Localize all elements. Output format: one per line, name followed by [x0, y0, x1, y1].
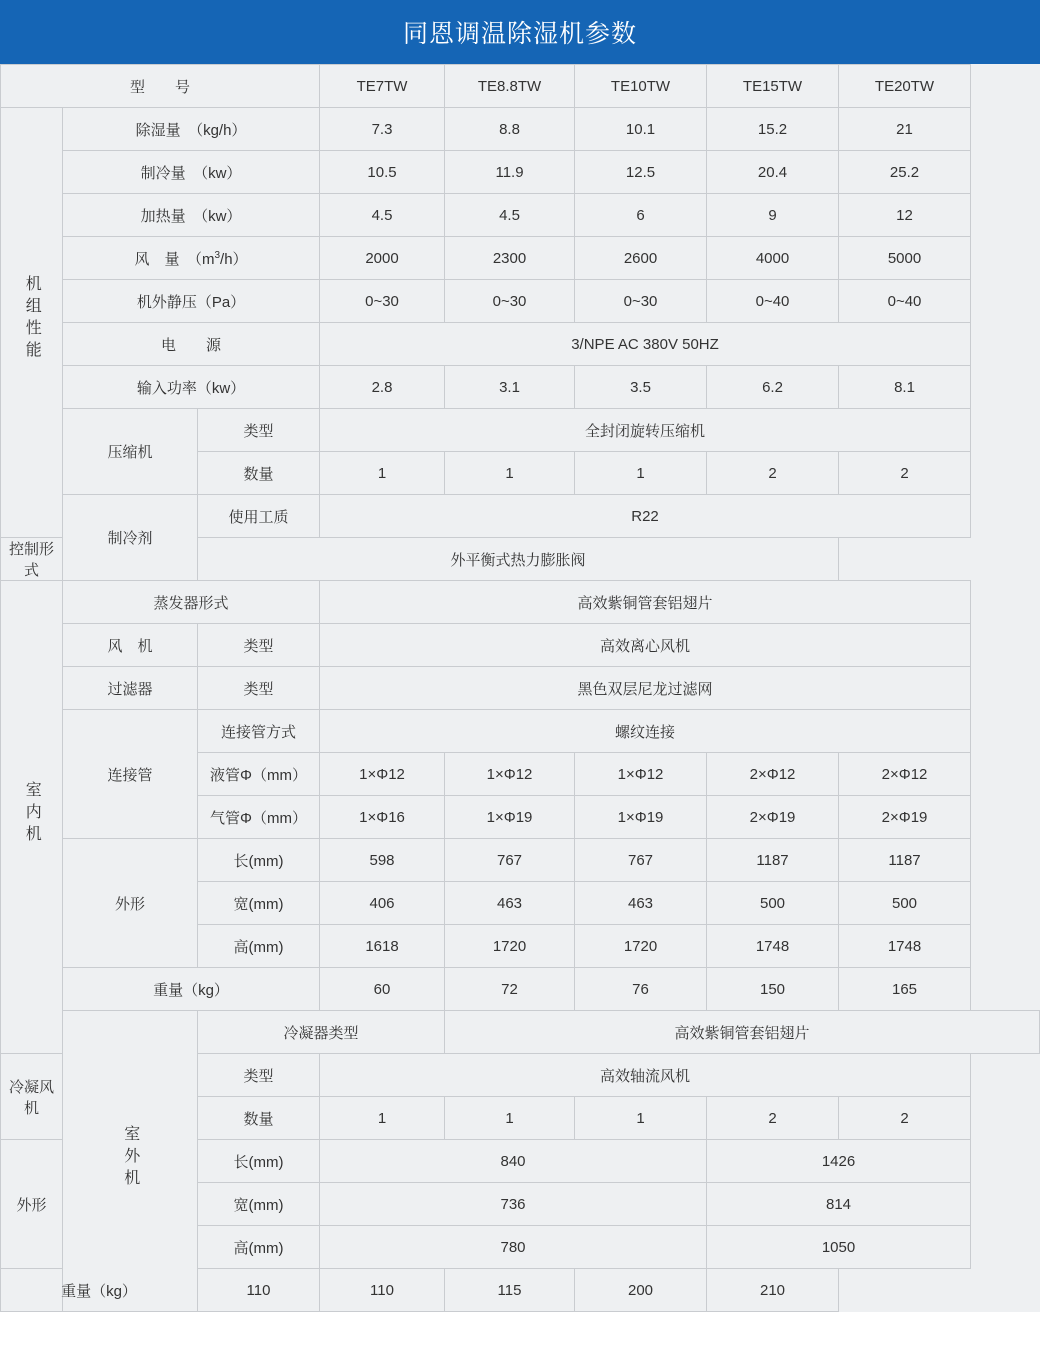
group-indoor: [1, 581, 63, 1054]
cell-airflow-4: 4000: [707, 237, 839, 280]
group-performance: [1, 108, 63, 538]
row-label-heating: 加热量 （kw）: [63, 194, 320, 237]
cell-indoor-length-3: 767: [575, 839, 707, 882]
cell-pipe-gas-3: 1×Φ19: [575, 796, 707, 839]
row-label-indoor-length: 长(mm): [198, 839, 320, 882]
cell-airflow-5: 5000: [839, 237, 971, 280]
row-label-cooling: 制冷量 （kw）: [63, 151, 320, 194]
cell-filter-type: 黑色双层尼龙过滤网: [320, 667, 971, 710]
table-row-fan: [1, 624, 1040, 667]
cell-condenser: 高效紫铜管套铝翅片: [445, 1011, 1040, 1054]
cell-cooling-4: 20.4: [707, 151, 839, 194]
cell-heating-3: 6: [575, 194, 707, 237]
group-outdoor: [63, 1011, 198, 1312]
row-label-pipe-gas: 气管Φ（mm）: [198, 796, 320, 839]
model-col-3: TE10TW: [575, 65, 707, 108]
cell-compressor-qty-3: 1: [575, 452, 707, 495]
cell-input-power-2: 3.1: [445, 366, 575, 409]
cell-cond-fan-qty-3: 1: [575, 1097, 707, 1140]
cell-indoor-weight-4: 150: [707, 968, 839, 1011]
cell-power-source: 3/NPE AC 380V 50HZ: [320, 323, 971, 366]
cell-fan-type: 高效离心风机: [320, 624, 971, 667]
cell-indoor-height-5: 1748: [839, 925, 971, 968]
cell-cooling-3: 12.5: [575, 151, 707, 194]
row-label-indoor-dim: 外形: [63, 839, 198, 968]
row-label-fan-type: 类型: [198, 624, 320, 667]
row-label-indoor-height: 高(mm): [198, 925, 320, 968]
cell-static-pressure-5: 0~40: [839, 280, 971, 323]
cell-dehumid-5: 21: [839, 108, 971, 151]
cell-airflow-1: 2000: [320, 237, 445, 280]
row-label-pipe-method: 连接管方式: [198, 710, 320, 753]
cell-pipe-liquid-3: 1×Φ12: [575, 753, 707, 796]
row-label-outdoor-dim: 外形: [1, 1140, 63, 1269]
cell-outdoor-height-large: 1050: [707, 1226, 971, 1269]
cell-indoor-weight-3: 76: [575, 968, 707, 1011]
table-row-indoor-length: [1, 839, 1040, 882]
cell-static-pressure-3: 0~30: [575, 280, 707, 323]
row-label-airflow: [63, 237, 320, 280]
cell-outdoor-height-small: 780: [320, 1226, 707, 1269]
row-label-filter: 过滤器: [63, 667, 198, 710]
cell-outdoor-width-large: 814: [707, 1183, 971, 1226]
cell-indoor-height-4: 1748: [707, 925, 839, 968]
airflow-label-pre: 风 量 （: [134, 250, 202, 268]
airflow-label-post: /h）: [220, 250, 248, 268]
cell-outdoor-weight-1: 110: [198, 1269, 320, 1312]
cell-indoor-length-2: 767: [445, 839, 575, 882]
model-col-2: TE8.8TW: [445, 65, 575, 108]
cell-static-pressure-2: 0~30: [445, 280, 575, 323]
cell-cond-fan-qty-1: 1: [320, 1097, 445, 1140]
cell-cond-fan-qty-4: 2: [707, 1097, 839, 1140]
cell-heating-1: 4.5: [320, 194, 445, 237]
row-label-filter-type: 类型: [198, 667, 320, 710]
cell-input-power-3: 3.5: [575, 366, 707, 409]
cell-compressor-qty-5: 2: [839, 452, 971, 495]
table-row-evaporator: [1, 581, 1040, 624]
cell-indoor-height-3: 1720: [575, 925, 707, 968]
cell-compressor-qty-2: 1: [445, 452, 575, 495]
table-row-power-source: [1, 323, 1040, 366]
row-label-indoor-weight: 重量（kg）: [63, 968, 320, 1011]
cell-cooling-1: 10.5: [320, 151, 445, 194]
model-col-5: TE20TW: [839, 65, 971, 108]
cell-dehumid-1: 7.3: [320, 108, 445, 151]
cell-pipe-liquid-4: 2×Φ12: [707, 753, 839, 796]
cell-input-power-5: 8.1: [839, 366, 971, 409]
cell-indoor-height-1: 1618: [320, 925, 445, 968]
cell-dehumid-2: 8.8: [445, 108, 575, 151]
cell-cooling-2: 11.9: [445, 151, 575, 194]
table-row-static-pressure: [1, 280, 1040, 323]
cell-outdoor-weight-5: 210: [707, 1269, 839, 1312]
row-label-compressor: 压缩机: [63, 409, 198, 495]
cell-indoor-width-3: 463: [575, 882, 707, 925]
model-col-1: TE7TW: [320, 65, 445, 108]
row-label-fan: 风 机: [63, 624, 198, 667]
row-label-outdoor-length: 长(mm): [198, 1140, 320, 1183]
cell-outdoor-length-large: 1426: [707, 1140, 971, 1183]
cell-heating-4: 9: [707, 194, 839, 237]
cell-pipe-liquid-5: 2×Φ12: [839, 753, 971, 796]
group-indoor-label: 室内机: [23, 780, 41, 847]
row-label-outdoor-width: 宽(mm): [198, 1183, 320, 1226]
row-label-input-power: 输入功率（kw）: [63, 366, 320, 409]
cell-outdoor-weight-2: 110: [320, 1269, 445, 1312]
cell-indoor-width-1: 406: [320, 882, 445, 925]
table-row-airflow: [1, 237, 1040, 280]
cell-heating-5: 12: [839, 194, 971, 237]
row-label-cond-fan-type: 类型: [198, 1054, 320, 1097]
row-label-pipe: 连接管: [63, 710, 198, 839]
row-label-compressor-qty: 数量: [198, 452, 320, 495]
row-label-refrigerant-medium: 使用工质: [198, 495, 320, 538]
cell-pipe-gas-1: 1×Φ16: [320, 796, 445, 839]
row-label-indoor-width: 宽(mm): [198, 882, 320, 925]
airflow-label-sup: 3: [214, 249, 221, 261]
cell-pipe-gas-2: 1×Φ19: [445, 796, 575, 839]
table-row-dehumid: [1, 108, 1040, 151]
cell-indoor-height-2: 1720: [445, 925, 575, 968]
model-col-4: TE15TW: [707, 65, 839, 108]
cell-compressor-qty-1: 1: [320, 452, 445, 495]
row-label-static-pressure: 机外静压（Pa）: [63, 280, 320, 323]
row-label-dehumid: 除湿量 （kg/h）: [63, 108, 320, 151]
table-row-cooling: [1, 151, 1040, 194]
table-row-condenser: [1, 1011, 1040, 1054]
cell-dehumid-4: 15.2: [707, 108, 839, 151]
cell-airflow-2: 2300: [445, 237, 575, 280]
table-row-models: [1, 65, 1040, 108]
group-outdoor-label: 室外机: [121, 1124, 139, 1191]
cell-indoor-length-5: 1187: [839, 839, 971, 882]
cell-airflow-3: 2600: [575, 237, 707, 280]
cell-refrigerant-medium: R22: [320, 495, 971, 538]
cell-heating-2: 4.5: [445, 194, 575, 237]
cell-indoor-width-4: 500: [707, 882, 839, 925]
row-label-condenser: 冷凝器类型: [198, 1011, 445, 1054]
cell-pipe-method: 螺纹连接: [320, 710, 971, 753]
cell-refrigerant-control: 外平衡式热力膨胀阀: [198, 538, 839, 581]
page-title-bar: [0, 0, 1040, 64]
cell-indoor-width-5: 500: [839, 882, 971, 925]
cell-cond-fan-qty-2: 1: [445, 1097, 575, 1140]
page-title: 同恩调温除湿机参数: [402, 20, 637, 48]
row-label-outdoor-weight: 重量（kg）: [1, 1269, 198, 1312]
cell-indoor-weight-2: 72: [445, 968, 575, 1011]
cell-compressor-qty-4: 2: [707, 452, 839, 495]
cell-indoor-width-2: 463: [445, 882, 575, 925]
specifications-table: [0, 64, 1040, 1312]
table-row-heating: [1, 194, 1040, 237]
row-label-refrigerant: 制冷剂: [63, 495, 198, 581]
row-label-outdoor-height: 高(mm): [198, 1226, 320, 1269]
cell-dehumid-3: 10.1: [575, 108, 707, 151]
cell-outdoor-length-small: 840: [320, 1140, 707, 1183]
table-row-refrigerant-medium: [1, 495, 1040, 538]
cell-cond-fan-qty-5: 2: [839, 1097, 971, 1140]
cell-cooling-5: 25.2: [839, 151, 971, 194]
cell-indoor-weight-1: 60: [320, 968, 445, 1011]
cell-outdoor-weight-3: 115: [445, 1269, 575, 1312]
airflow-label-unit: m: [201, 250, 215, 268]
row-label-power-source: 电 源: [63, 323, 320, 366]
cell-indoor-weight-5: 165: [839, 968, 971, 1011]
cell-indoor-length-1: 598: [320, 839, 445, 882]
cell-static-pressure-1: 0~30: [320, 280, 445, 323]
cell-indoor-length-4: 1187: [707, 839, 839, 882]
cell-input-power-4: 6.2: [707, 366, 839, 409]
cell-pipe-gas-4: 2×Φ19: [707, 796, 839, 839]
model-label: 型 号: [1, 65, 320, 108]
row-label-pipe-liquid: 液管Φ（mm）: [198, 753, 320, 796]
cell-cond-fan-type: 高效轴流风机: [320, 1054, 971, 1097]
table-row-filter: [1, 667, 1040, 710]
row-label-refrigerant-control: 控制形式: [1, 538, 63, 581]
table-row-input-power: [1, 366, 1040, 409]
table-row-pipe-method: [1, 710, 1040, 753]
cell-static-pressure-4: 0~40: [707, 280, 839, 323]
table-row-outdoor-weight: [1, 1269, 1040, 1312]
cell-evaporator: 高效紫铜管套铝翅片: [320, 581, 971, 624]
cell-pipe-liquid-1: 1×Φ12: [320, 753, 445, 796]
group-performance-label: 机组性能: [23, 275, 41, 364]
row-label-cond-fan-qty: 数量: [198, 1097, 320, 1140]
row-label-cond-fan: 冷凝风机: [1, 1054, 63, 1140]
table-row-indoor-weight: [1, 968, 1040, 1011]
cell-compressor-type: 全封闭旋转压缩机: [320, 409, 971, 452]
cell-outdoor-weight-4: 200: [575, 1269, 707, 1312]
cell-outdoor-width-small: 736: [320, 1183, 707, 1226]
row-label-compressor-type: 类型: [198, 409, 320, 452]
row-label-evaporator: 蒸发器形式: [63, 581, 320, 624]
cell-pipe-gas-5: 2×Φ19: [839, 796, 971, 839]
table-row-compressor-type: [1, 409, 1040, 452]
cell-pipe-liquid-2: 1×Φ12: [445, 753, 575, 796]
cell-input-power-1: 2.8: [320, 366, 445, 409]
